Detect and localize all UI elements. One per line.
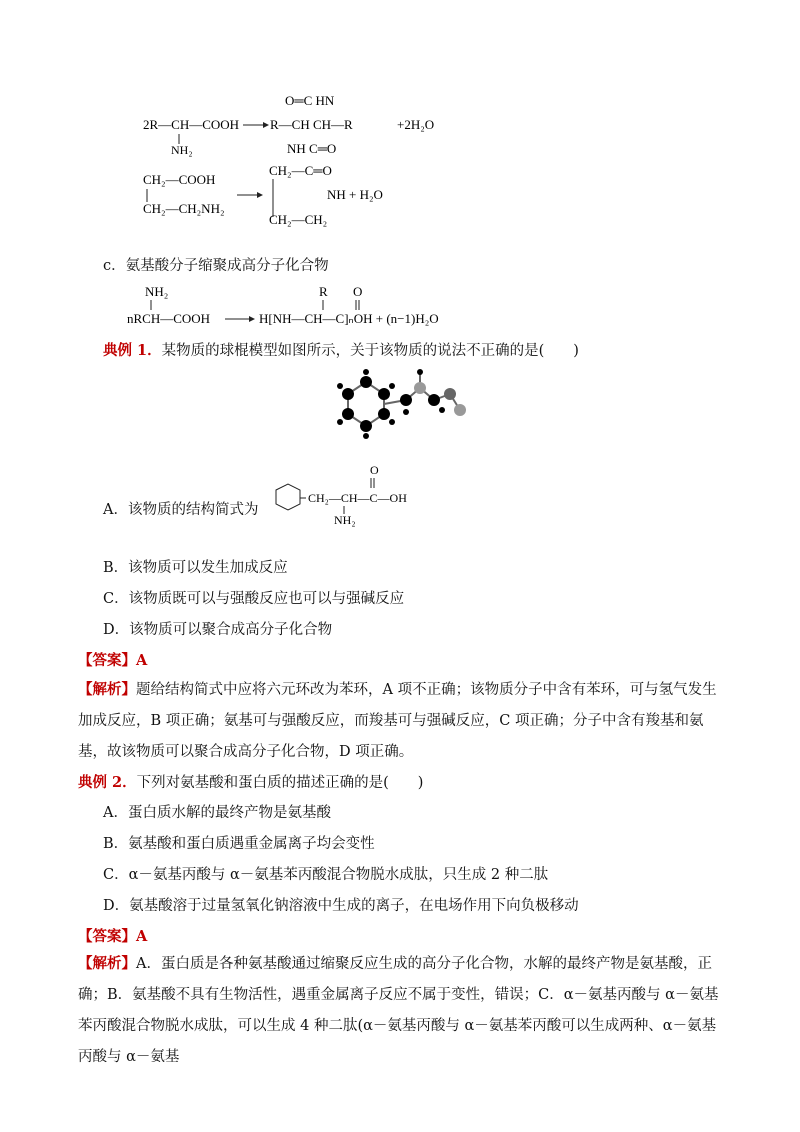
r2-left-top: CH₂—COOH — [143, 172, 216, 187]
r1-product-top: O═C HN — [285, 93, 335, 108]
ball-and-stick-model-image — [336, 368, 476, 448]
example-1-analysis — [78, 674, 726, 768]
section-c-label: c．氨基酸分子缩聚成高分子化合物 — [103, 258, 329, 274]
r3-r-group: R — [319, 284, 328, 299]
example-2-option-c: C．α－氨基丙酸与 α－氨基苯丙酸混合物脱水成肽，只生成 2 种二肽 — [103, 867, 549, 883]
example-1-option-c: C．该物质既可以与强酸反应也可以与强碱反应 — [103, 591, 405, 607]
example-2-option-a: A．蛋白质水解的最终产物是氨基酸 — [103, 805, 331, 821]
r1-water: +2H₂O — [397, 117, 435, 132]
example-2-question: 下列对氨基酸和蛋白质的描述正确的是( ) — [136, 775, 424, 791]
r1-product-mid: R—CH CH—R — [270, 117, 353, 132]
r2-ring-top: CH₂—C═O — [269, 163, 332, 178]
example-2-option-b: B．氨基酸和蛋白质遇重金属离子均会变性 — [103, 836, 375, 852]
r1-reactant: 2R—CH—COOH — [143, 117, 240, 132]
option-a-formula-main: CH₂—CH—C—OH — [308, 491, 407, 505]
example-2-analysis — [78, 948, 726, 1073]
example-1-question: 某物质的球棍模型如图所示，关于该物质的说法不正确的是( ) — [161, 343, 579, 359]
example-1-question-line — [103, 341, 579, 361]
example-1-label: 典例 1． — [103, 342, 162, 359]
example-2-answer-label: 【答案】 — [78, 928, 136, 945]
example-2-answer-value: A — [136, 928, 148, 945]
option-a-formula-o: O — [370, 463, 379, 477]
example-1-answer — [78, 651, 147, 671]
example-1-analysis-label: 【解析】 — [78, 681, 136, 698]
example-1-option-d: D．该物质可以聚合成高分子化合物 — [103, 622, 333, 638]
example-1-answer-value: A — [136, 652, 148, 669]
r2-ring-bot: CH₂—CH₂ — [269, 212, 328, 227]
r1-product-bot: NH C═O — [287, 141, 337, 156]
example-1-option-a: A．该物质的结构简式为 — [103, 502, 259, 518]
example-2-question-line — [78, 773, 423, 793]
r3-o: O — [353, 284, 363, 299]
option-a-formula-nh2: NH₂ — [334, 513, 356, 527]
example-2-analysis-text: A．蛋白质是各种氨基酸通过缩聚反应生成的高分子化合物，水解的最终产物是氨基酸，正确；B．氨基酸不具有生物活性，遇重金属离子反应不属于变性，错误；C．α－氨基丙酸与 α－氨基苯丙酸混合物脱水成肽，可以生成 4 种二肽(α－氨基丙酸与 α－氨基苯丙酸可以生成两种、α－氨基丙酸与 α－氨基 — [78, 956, 719, 1065]
reaction-3-diagram — [125, 282, 505, 330]
option-a-structural-formula — [262, 462, 412, 528]
r3-reactant: nRCH—COOH — [127, 311, 211, 326]
example-2-label: 典例 2． — [78, 774, 137, 791]
example-2-option-d: D．氨基酸溶于过量氢氧化钠溶液中生成的离子，在电场作用下向负极移动 — [103, 898, 579, 914]
example-1-option-b: B．该物质可以发生加成反应 — [103, 560, 288, 576]
example-2-answer — [78, 927, 147, 947]
r3-nh2: NH₂ — [145, 284, 169, 299]
r3-product: H[NH—CH—C]ₙOH + (n−1)H₂O — [259, 311, 439, 326]
example-1-answer-label: 【答案】 — [78, 652, 136, 669]
r1-reactant-nh2: NH₂ — [171, 143, 193, 157]
r2-left-bot: CH₂—CH₂NH₂ — [143, 201, 225, 216]
example-2-analysis-label: 【解析】 — [78, 955, 136, 972]
reaction-1-diagram — [135, 92, 465, 162]
r2-ring-mid: NH + H₂O — [327, 187, 383, 202]
reaction-2-diagram — [135, 162, 425, 230]
example-1-analysis-text: 题给结构简式中应将六元环改为苯环，A 项不正确；该物质分子中含有苯环，可与氢气发生加成反应，B 项正确；氨基可与强酸反应，而羧基可与强碱反应，C 项正确；分子中含有羧基和氨基，故该物质可以聚合成高分子化合物，D 项正确。 — [78, 682, 717, 760]
